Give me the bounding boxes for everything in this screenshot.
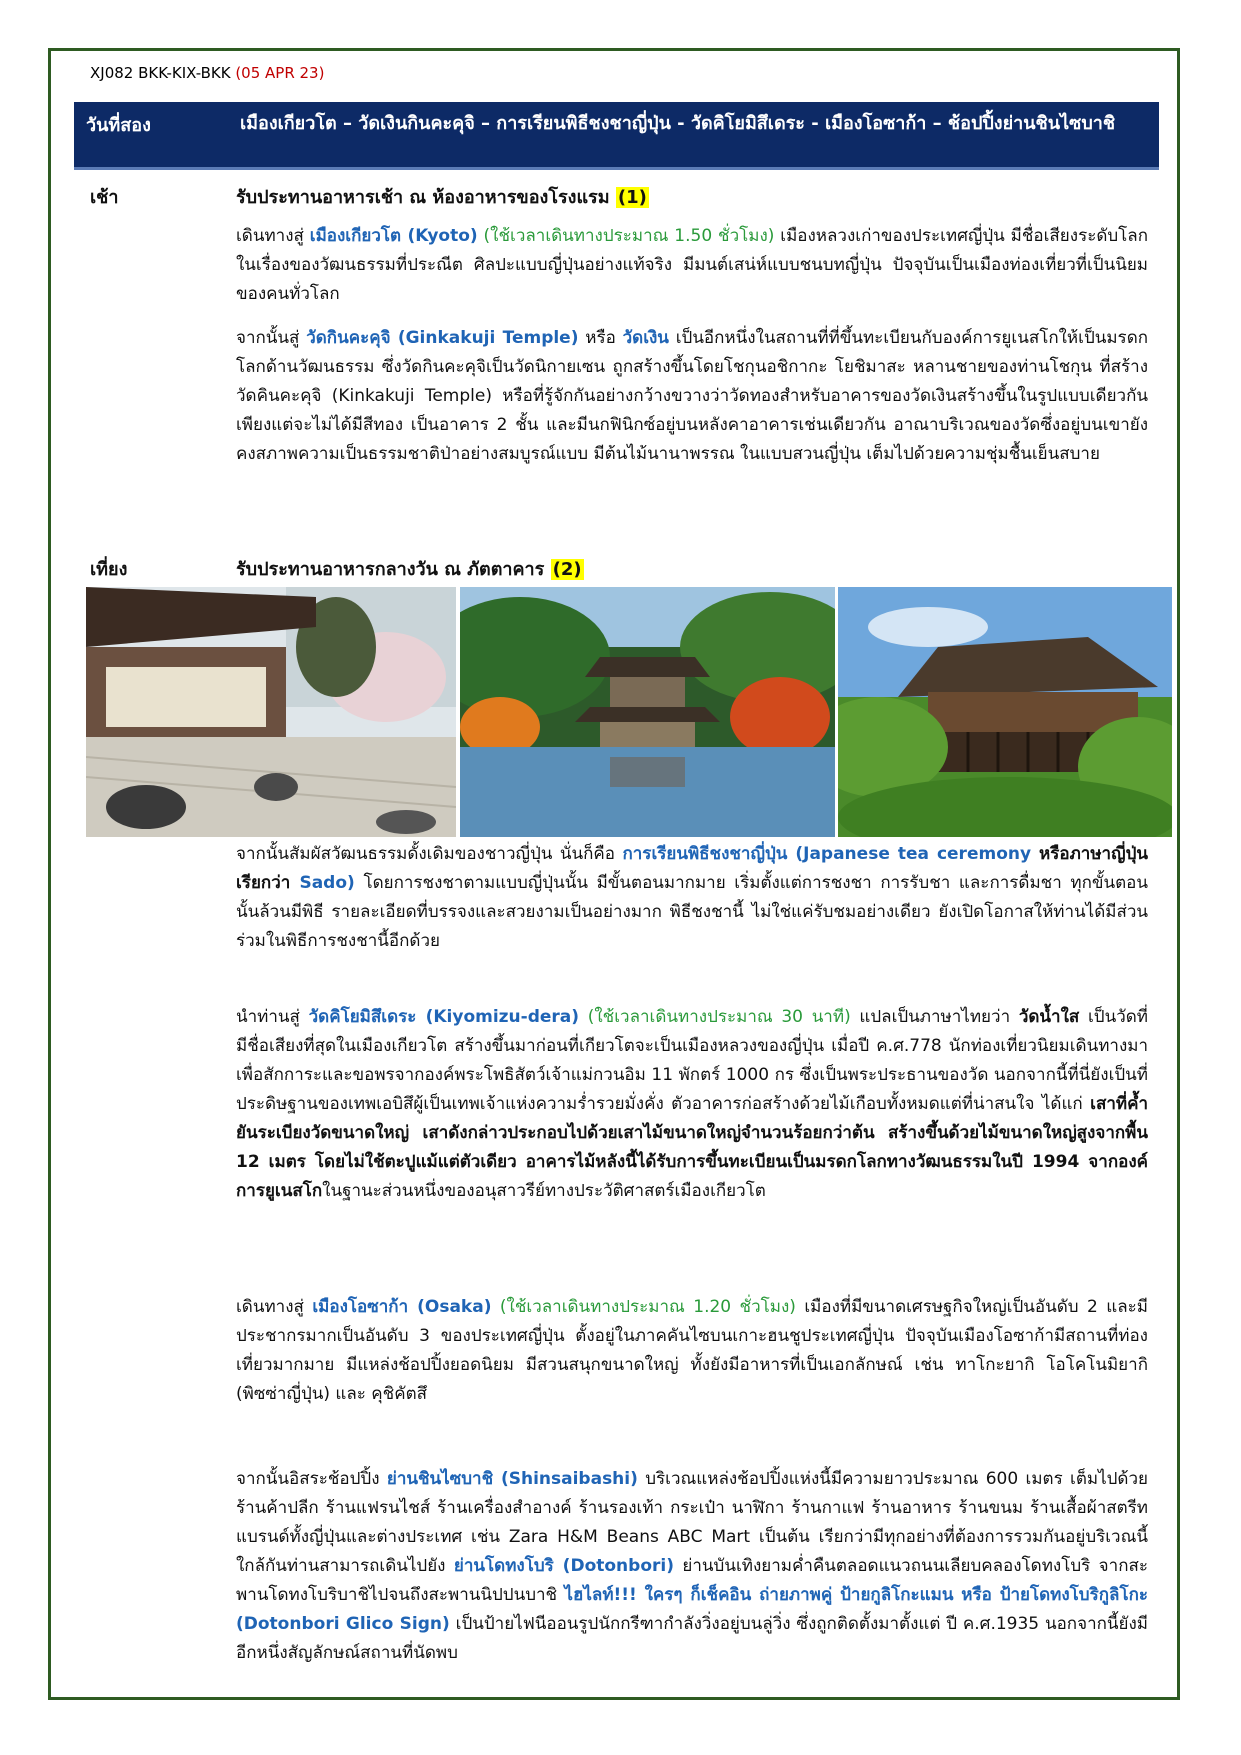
text-run: แปลเป็นภาษาไทยว่า: [850, 1007, 1019, 1027]
place-name: วัดกินคะคุจิ (Ginkakuji Temple): [306, 328, 579, 348]
lunch-text: รับประทานอาหารกลางวัน ณ ภัตตาคาร: [236, 559, 545, 580]
place-name: การเรียนพิธีชงชาญี่ปุ่น (Japanese tea ceremony: [622, 844, 1040, 864]
text-run: หรือ: [578, 328, 623, 348]
day-label: วันที่สอง: [86, 115, 151, 136]
place-name: ย่านโดทงโบริ (Dotonbori): [453, 1556, 674, 1576]
lunch-line: [236, 554, 584, 583]
travel-time: (ใช้เวลาเดินทางประมาณ 1.50 ชั่วโมง): [477, 226, 775, 246]
text-run: เป็นป้ายไฟนีออนรูปนักกรีฑากำลังวิ่งอยู่บนลู่วิ่ง ซึ่งถูกติดตั้งมาตั้งแต่ ปี ค.ศ.1935 นอกจากนี้ยังมีอีกหนึ่งสัญลักษณ์สถานที่นัดพบ: [236, 1614, 1148, 1663]
text-run: หรือภาษาญี่ปุ่นเรียกว่า: [236, 844, 1148, 893]
text-run: จากนั้นสัมผัสวัฒนธรรมดั้งเดิมของชาวญี่ปุ่น นั่นก็คือ: [236, 844, 623, 864]
place-name: ย่านชินไซบาชิ (Shinsaibashi): [386, 1469, 638, 1489]
day-title-bar: [74, 102, 1159, 170]
highlight-text: ไฮไลท์!!! ใครๆ ก็เช็คอิน ถ่ายภาพคู่ ป้ายกูลิโกะแมน หรือ ป้ายโดทงโบริกูลิโกะ (Dotonbori Glico Sign): [236, 1585, 1148, 1634]
text-run: จากนั้นสู่: [236, 328, 307, 348]
osaka-paragraph: [236, 1293, 1148, 1409]
ginkakuji-paragraph: [236, 324, 1148, 469]
text-run: นำท่านสู่: [236, 1007, 309, 1027]
noon-label: เที่ยง: [90, 559, 128, 580]
kiyomizu-paragraph: [236, 1003, 1148, 1206]
text-run: เป็นวัดที่มีชื่อเสียงที่สุดในเมืองเกียวโต สร้างขึ้นมาก่อนที่เกียวโตจะเป็นเมืองหลวงของญี่ปุ่น เมื่อปี ค.ศ.778 นักท่องเที่ยวนิยมเดินทางมาเพื่อสักการะและขอพรจากองค์พระโพธิสัตว์เจ้าแม่กวนอิม 11 พักตร์ 1000 กร ซึ่งเป็นพระประธานของวัด นอกจากนี้ที่นี่ยังเป็นที่ประดิษฐานของเทพเอบิสึผู้เป็นเทพเจ้าแห่งความร่ำรวยมั่งคั่ง ตัวอาคารก่อสร้างด้วยไม้เกือบทั้งหมดแต่ที่น่าสนใจ ได้แก่: [236, 1007, 1148, 1114]
bold-text: เสาที่ค้ำยันระเบียงวัดขนาดใหญ่ เสาดังกล่าวประกอบไปด้วยเสาไม้ขนาดใหญ่จำนวนร้อยกว่าต้น สร้างขึ้นด้วยไม้ขนาดใหญ่สูงจากพื้น 12 เมตร โดยไม่ใช้ตะปูแม้แต่ตัวเดียว อาคารไม้หลังนี้ได้รับการขึ้นทะเบียนเป็นมรดกโลกทางวัฒนธรรมในปี 1994 จากองค์การยูเนสโก: [236, 1094, 1148, 1201]
morning-label: เช้า: [90, 187, 119, 208]
travel-time: (ใช้เวลาเดินทางประมาณ 30 นาที): [579, 1007, 851, 1027]
text-run: เป็นอีกหนึ่งในสถานที่ที่ขึ้นทะเบียนกับองค์การยูเนสโกให้เป็นมรดกโลกด้านวัฒนธรรม ซึ่งวัดกินคะคุจิเป็นวัดนิกายเซน ถูกสร้างขึ้นโดยโชกุนอชิกากะ โยชิมาสะ หลานชายของท่านโชกุน ที่สร้างวัดคินคะคุจิ (Kinkakuji Temple) หรือที่รู้จักกันอย่างกว้างขวางว่าวัดทองสำหรับอาคารของวัดเงินสร้างขึ้นในรูปแบบเดียวกัน เพียงแต่จะไม่ได้มีสีทอง เป็นอาคาร 2 ชั้น และมีนกฟินิกซ์อยู่บนหลังคาอาคารเช่นเดียวกัน อาณาบริเวณของวัดซึ่งอยู่บนเขายังคงสภาพความเป็นธรรมชาติป่าอย่างสมบูรณ์แบบ มีต้นไม้นานาพรรณ ในแบบสวนญี่ปุ่น เต็มไปด้วยความชุ่มชื้นเย็นสบาย: [236, 328, 1149, 464]
text-run: บริเวณแหล่งช้อปปิ้งแห่งนี้มีความยาวประมาณ 600 เมตร เต็มไปด้วยร้านค้าปลีก ร้านแฟรนไชส์ ร้านเครื่องสำอางค์ ร้านรองเท้า กระเป๋า นาฬิกา ร้านกาแฟ ร้านอาหาร ร้านขนม ร้านเสื้อผ้าสตรีทแบรนด์ทั้งญี่ปุ่นและต่างประเทศ เช่น Zara H&M Beans ABC Mart เป็นต้น เรียกว่ามีทุกอย่างที่ต้องการรวมกันอยู่บริเวณนี้ ใกล้กันท่านสามารถเดินไปยัง: [236, 1469, 1148, 1576]
kyoto-paragraph: [236, 222, 1148, 309]
place-name: เมืองเกียวโต (Kyoto): [309, 226, 478, 246]
place-name: วัดคิโยมิสึเดระ (Kiyomizu-dera): [308, 1007, 580, 1027]
tour-code: [90, 64, 324, 82]
place-alias: วัดเงิน: [622, 328, 669, 348]
ginkakuji-photo: [460, 587, 835, 837]
place-alias: Sado): [290, 873, 355, 893]
meal-number-badge: (2): [552, 559, 582, 580]
kiyomizu-dera-photo: [838, 587, 1172, 837]
tea-ceremony-paragraph: [236, 840, 1148, 956]
day-itinerary-title: เมืองเกียวโต – วัดเงินกินคะคุจิ – การเรียนพิธีชงชาญี่ปุ่น - วัดคิโยมิสึเดระ - เมืองโอซาก้า – ช้อปปิ้งย่านชินไซบาชิ: [240, 113, 1116, 134]
travel-time: (ใช้เวลาเดินทางประมาณ 1.20 ชั่วโมง): [491, 1297, 796, 1317]
breakfast-text: รับประทานอาหารเช้า ณ ห้องอาหารของโรงแรม: [236, 187, 610, 208]
text-run: เดินทางสู่: [236, 1297, 313, 1317]
shinsaibashi-paragraph: [236, 1465, 1148, 1668]
text-run: โดยการชงชาตามแบบญี่ปุ่นนั้น มีขั้นตอนมากมาย เริ่มตั้งแต่การชงชา การรับชา และการดื่มชา ทุกขั้นตอนนั้นล้วนมีพิธี รายละเอียดที่บรรจงและสวยงามเป็นอย่างมาก พิธีชงชานี้ ไม่ใช่แค่รับชมอย่างเดียว ยังเปิดโอกาสให้ท่านได้มีส่วนร่วมในพิธีการชงชานี้อีกด้วย: [236, 873, 1148, 951]
breakfast-line: [236, 182, 649, 211]
text-run: จากนั้นอิสระช้อปปิ้ง: [236, 1469, 387, 1489]
text-run: ในฐานะส่วนหนึ่งของอนุสาวรีย์ทางประวัติศาสตร์เมืองเกียวโต: [322, 1181, 766, 1201]
place-name: เมืองโอซาก้า (Osaka): [312, 1297, 492, 1317]
text-run: เดินทางสู่: [236, 226, 310, 246]
text-run: เมืองหลวงเก่าของประเทศญี่ปุ่น มีชื่อเสียงระดับโลกในเรื่องของวัฒนธรรมที่ประณีต ศิลปะแบบญี่ปุ่นอย่างแท้จริง มีมนต์เสน่ห์แบบชนบทญี่ปุ่น ปัจจุบันเป็นเมืองท่องเที่ยวที่เป็นนิยมของคนทั่วโลก: [236, 226, 1149, 304]
text-run: เมืองที่มีขนาดเศรษฐกิจใหญ่เป็นอันดับ 2 และมีประชากรมากเป็นอันดับ 3 ของประเทศญี่ปุ่น ตั้งอยู่ในภาคคันไซบนเกาะฮนชูประเทศญี่ปุ่น ปัจจุบันเมืองโอซาก้ามีสถานที่ท่องเที่ยวมากมาย มีแหล่งช้อปปิ้งยอดนิยม มีสวนสนุกขนาดใหญ่ ทั้งยังมีอาหารที่เป็นเอกลักษณ์ เช่น ทาโกะยากิ โอโคโนมิยากิ (พิซซ่าญี่ปุ่น) และ คุชิคัตสึ: [236, 1297, 1148, 1404]
temple-garden-photo: [86, 587, 456, 837]
tour-date: (05 APR 23): [235, 64, 325, 82]
meal-number-badge: (1): [617, 187, 647, 208]
place-alias: วัดน้ำใส: [1018, 1007, 1080, 1027]
tour-code-text: XJ082 BKK-KIX-BKK: [90, 64, 231, 82]
text-run: ย่านบันเทิงยามค่ำคืนตลอดแนวถนนเลียบคลองโดทงโบริ จากสะพานโดทงโบริบาชิไปจนถึงสะพานนิปปนบาชิ: [236, 1556, 1148, 1605]
